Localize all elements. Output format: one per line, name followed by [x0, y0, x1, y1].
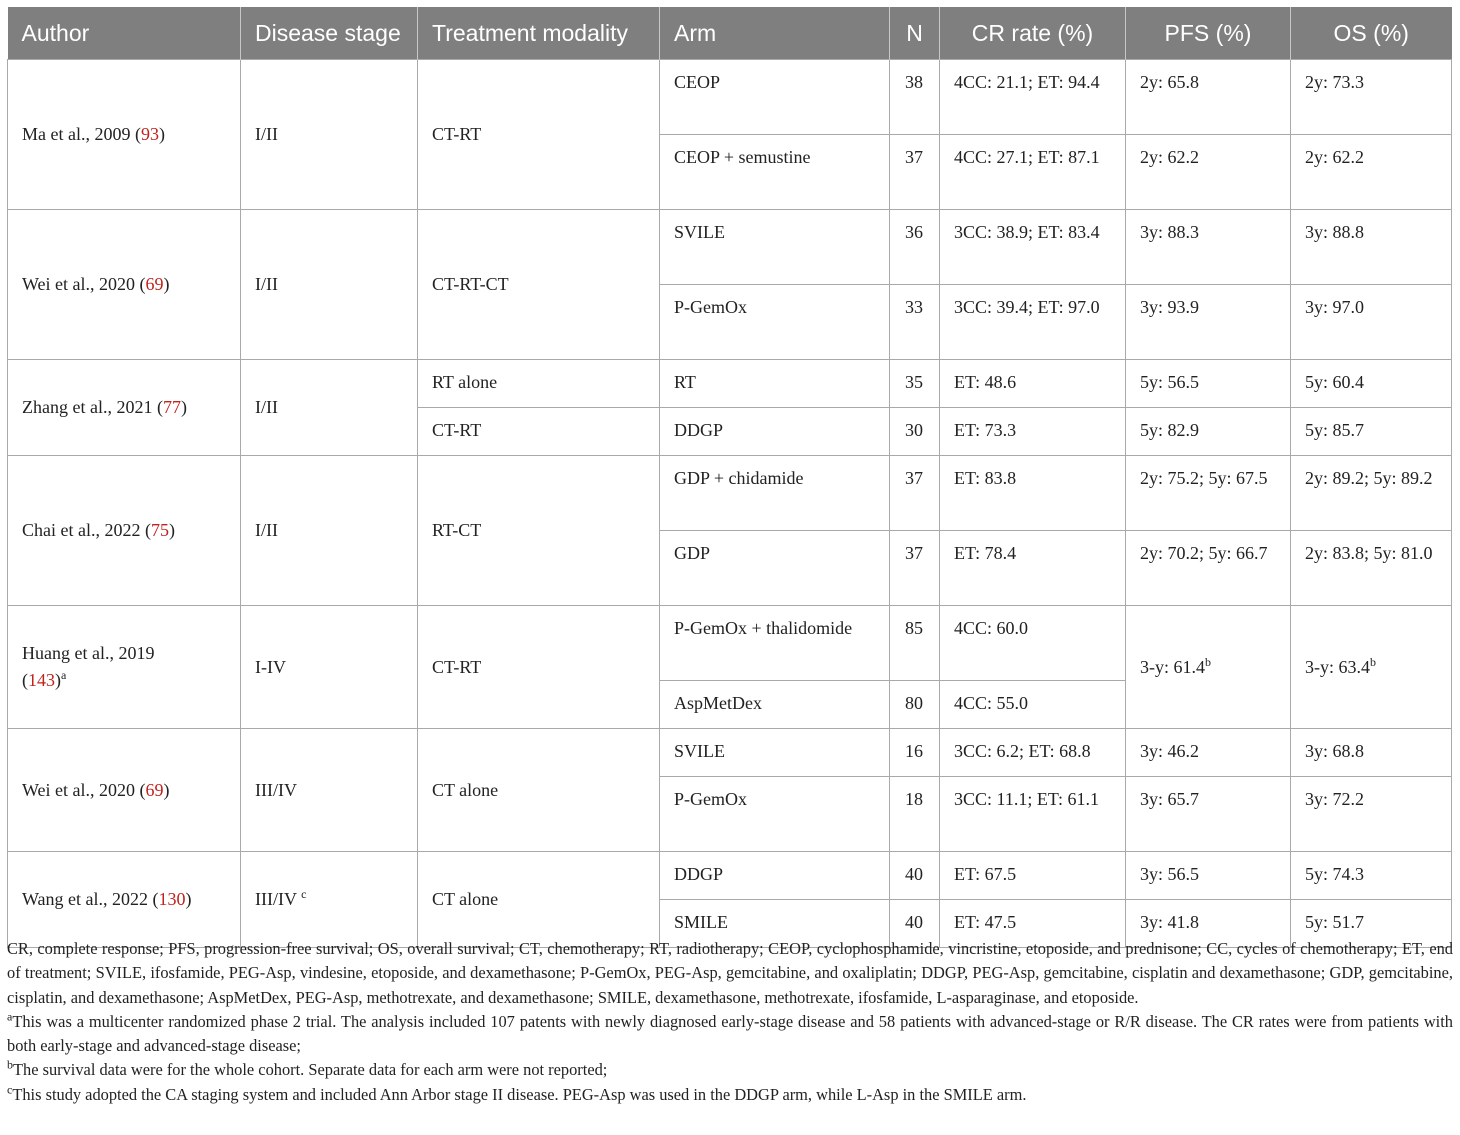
author-text: Ma et al., 2009 ( — [22, 124, 141, 144]
table-row — [8, 60, 1452, 135]
cr-rate-cell: 4CC: 55.0 — [940, 681, 1126, 729]
cr-rate-cell: 3CC: 38.9; ET: 83.4 — [940, 210, 1126, 285]
footnote-c — [7, 1083, 1453, 1107]
n-cell: 18 — [890, 777, 940, 852]
table-row — [8, 852, 1452, 900]
n-cell: 35 — [890, 360, 940, 408]
pfs-cell: 3y: 88.3 — [1126, 210, 1291, 285]
table-footnotes — [7, 937, 1453, 1107]
treatment-modality-cell: RT-CT — [418, 456, 660, 606]
table-row — [8, 456, 1452, 531]
arm-cell: DDGP — [660, 852, 890, 900]
disease-stage-cell — [241, 852, 418, 948]
disease-stage-cell: I/II — [241, 210, 418, 360]
cr-rate-cell: ET: 73.3 — [940, 408, 1126, 456]
n-cell: 80 — [890, 681, 940, 729]
author-text: Wang et al., 2022 ( — [22, 889, 159, 909]
treatment-modality-cell: CT-RT — [418, 408, 660, 456]
arm-cell: GDP — [660, 531, 890, 606]
cr-rate-cell: ET: 48.6 — [940, 360, 1126, 408]
pfs-cell: 3y: 56.5 — [1126, 852, 1291, 900]
os-cell — [1291, 606, 1452, 729]
author-cell: Huang et al., 2019 $(143)^a$ — [8, 606, 241, 729]
pfs-cell — [1126, 606, 1291, 729]
pfs-cell: 2y: 75.2; 5y: 67.5 — [1126, 456, 1291, 531]
table-row — [8, 729, 1452, 777]
cr-rate-cell: ET: 67.5 — [940, 852, 1126, 900]
pfs-cell: 5y: 56.5 — [1126, 360, 1291, 408]
arm-cell: P-GemOx + thalidomide — [660, 606, 890, 681]
n-cell: 40 — [890, 900, 940, 948]
table-row — [8, 606, 1452, 681]
treatment-modality-cell: RT alone — [418, 360, 660, 408]
pfs-cell: 3y: 46.2 — [1126, 729, 1291, 777]
os-cell: 2y: 89.2; 5y: 89.2 — [1291, 456, 1452, 531]
table-row — [8, 360, 1452, 408]
os-cell: 5y: 51.7 — [1291, 900, 1452, 948]
treatment-modality-cell: CT-RT — [418, 606, 660, 729]
header-os: OS (%) — [1291, 7, 1452, 60]
cr-rate-cell: 4CC: 21.1; ET: 94.4 — [940, 60, 1126, 135]
os-cell: 5y: 60.4 — [1291, 360, 1452, 408]
disease-stage-cell: I/II — [241, 60, 418, 210]
treatment-modality-cell: CT-RT — [418, 60, 660, 210]
header-cr-rate: CR rate (%) — [940, 7, 1126, 60]
footnote-b-text: The survival data were for the whole cohort. Separate data for each arm were not reported; — [13, 1060, 608, 1080]
table-container — [7, 7, 1451, 948]
reference-link[interactable]: 130 — [158, 889, 186, 909]
author-cell: Ma et al., 2009 (93) — [8, 60, 241, 210]
treatment-modality-cell: CT alone — [418, 852, 660, 948]
treatment-modality-cell: CT-RT-CT — [418, 210, 660, 360]
footnote-marker: b — [1205, 654, 1211, 669]
footnote-b — [7, 1058, 1453, 1082]
footnote-a — [7, 1010, 1453, 1059]
reference-link[interactable]: 75 — [150, 520, 169, 540]
author-cell: Chai et al., 2022 (75) — [8, 456, 241, 606]
pfs-cell: 3y: 65.7 — [1126, 777, 1291, 852]
os-cell: 5y: 74.3 — [1291, 852, 1452, 900]
cr-rate-cell: 4CC: 60.0 — [940, 606, 1126, 681]
os-value: 3-y: 63.4 — [1305, 656, 1370, 677]
os-cell: 2y: 83.8; 5y: 81.0 — [1291, 531, 1452, 606]
pfs-cell: 2y: 70.2; 5y: 66.7 — [1126, 531, 1291, 606]
author-cell: Wei et al., 2020 (69) — [8, 729, 241, 852]
footnote-marker: a — [61, 668, 67, 682]
n-cell: 33 — [890, 285, 940, 360]
arm-cell: P-GemOx — [660, 285, 890, 360]
n-cell: 36 — [890, 210, 940, 285]
footnote-marker: c — [7, 1082, 13, 1097]
reference-link[interactable]: 143 — [28, 670, 55, 690]
arm-cell: P-GemOx — [660, 777, 890, 852]
header-disease-stage: Disease stage — [241, 7, 418, 60]
os-cell: 5y: 85.7 — [1291, 408, 1452, 456]
reference-link[interactable]: 93 — [140, 124, 159, 144]
os-cell: 3y: 68.8 — [1291, 729, 1452, 777]
disease-stage-text: III/IV — [255, 889, 302, 909]
os-cell: 3y: 97.0 — [1291, 285, 1452, 360]
n-cell: 38 — [890, 60, 940, 135]
n-cell: 37 — [890, 531, 940, 606]
n-cell: 40 — [890, 852, 940, 900]
arm-cell: SVILE — [660, 210, 890, 285]
footnote-a-text: This was a multicenter randomized phase 2 trial. The analysis included 107 patents with newly diagnosed early-stage disease and 58 patients with advanced-stage or R/R disease. The CR rates were from patients with both early-stage and advanced-stage disease; — [7, 1011, 1453, 1056]
reference-link[interactable]: 69 — [145, 779, 164, 800]
arm-cell: RT — [660, 360, 890, 408]
header-arm: Arm — [660, 7, 890, 60]
arm-cell: GDP + chidamide — [660, 456, 890, 531]
author-cell: Zhang et al., 2021 (77) — [8, 360, 241, 456]
reference-link[interactable]: 69 — [145, 274, 164, 294]
abbreviations-note: CR, complete response; PFS, progression-free survival; OS, overall survival; CT, chemotherapy; RT, radiotherapy; CEOP, cyclophosphamide, vincristine, etoposide, and prednisone; CC, cycles of chemotherapy; ET, end of treatment; SVILE, ifosfamide, PEG-Asp, vindesine, etoposide, and dexamethasone; P-GemOx, PEG-Asp, gemcitabine, and oxaliplatin; DDGP, PEG-Asp, gemcitabine, cisplatin and dexamethasone; GDP, gemcitabine, cisplatin, and dexamethasone; AspMetDex, PEG-Asp, methotrexate, and dexamethasone; SMILE, dexamethasone, methotrexate, ifosfamide, L-asparaginase, and etoposide. — [7, 939, 1453, 1007]
pfs-cell: 5y: 82.9 — [1126, 408, 1291, 456]
header-n: N — [890, 7, 940, 60]
os-cell: 2y: 62.2 — [1291, 135, 1452, 210]
n-cell: 85 — [890, 606, 940, 681]
pfs-value: 3-y: 61.4 — [1140, 656, 1205, 677]
pfs-cell: 3y: 41.8 — [1126, 900, 1291, 948]
treatment-modality-cell: CT alone — [418, 729, 660, 852]
table-row — [8, 210, 1452, 285]
disease-stage-cell: I-IV — [241, 606, 418, 729]
arm-cell: SVILE — [660, 729, 890, 777]
n-cell: 37 — [890, 135, 940, 210]
footnote-marker: c — [301, 887, 307, 901]
header-author: Author — [8, 7, 241, 60]
os-cell: 2y: 73.3 — [1291, 60, 1452, 135]
cr-rate-cell: ET: 47.5 — [940, 900, 1126, 948]
author-cell: Wei et al., 2020 (69) — [8, 210, 241, 360]
arm-cell: AspMetDex — [660, 681, 890, 729]
cr-rate-cell: 4CC: 27.1; ET: 87.1 — [940, 135, 1126, 210]
pfs-cell: 3y: 93.9 — [1126, 285, 1291, 360]
cr-rate-cell: ET: 78.4 — [940, 531, 1126, 606]
cr-rate-cell: 3CC: 11.1; ET: 61.1 — [940, 777, 1126, 852]
disease-stage-cell: I/II — [241, 360, 418, 456]
n-cell: 16 — [890, 729, 940, 777]
author-text: Chai et al., 2022 ( — [22, 520, 151, 540]
author-text: Huang et al., 2019 — [22, 643, 155, 663]
arm-cell: SMILE — [660, 900, 890, 948]
os-cell: 3y: 72.2 — [1291, 777, 1452, 852]
n-cell: 30 — [890, 408, 940, 456]
disease-stage-cell: I/II — [241, 456, 418, 606]
footnote-c-text: This study adopted the CA staging system and included Ann Arbor stage II disease. PEG-Asp was used in the DDGP arm, while L-Asp in the SMILE arm. — [12, 1084, 1027, 1104]
n-cell: 37 — [890, 456, 940, 531]
results-table — [7, 7, 1452, 948]
pfs-cell: 2y: 62.2 — [1126, 135, 1291, 210]
author-text: Wei et al., 2020 ( — [22, 274, 146, 294]
cr-rate-cell: ET: 83.8 — [940, 456, 1126, 531]
reference-link[interactable]: 77 — [162, 397, 181, 417]
arm-cell: DDGP — [660, 408, 890, 456]
cr-rate-cell: 3CC: 6.2; ET: 68.8 — [940, 729, 1126, 777]
cr-rate-cell: 3CC: 39.4; ET: 97.0 — [940, 285, 1126, 360]
os-cell: 3y: 88.8 — [1291, 210, 1452, 285]
author-cell: Wang et al., 2022 (130) — [8, 852, 241, 948]
footnote-marker: b — [1370, 654, 1376, 669]
header-row — [8, 7, 1452, 60]
header-treatment-modality: Treatment modality — [418, 7, 660, 60]
arm-cell: CEOP — [660, 60, 890, 135]
disease-stage-cell: III/IV — [241, 729, 418, 852]
arm-cell: CEOP + semustine — [660, 135, 890, 210]
footnote-marker: a — [7, 1009, 13, 1024]
footnote-marker: b — [7, 1058, 13, 1073]
pfs-cell: 2y: 65.8 — [1126, 60, 1291, 135]
author-text: Wei et al., 2020 ( — [22, 779, 146, 800]
author-text: Zhang et al., 2021 ( — [22, 397, 163, 417]
header-pfs: PFS (%) — [1126, 7, 1291, 60]
